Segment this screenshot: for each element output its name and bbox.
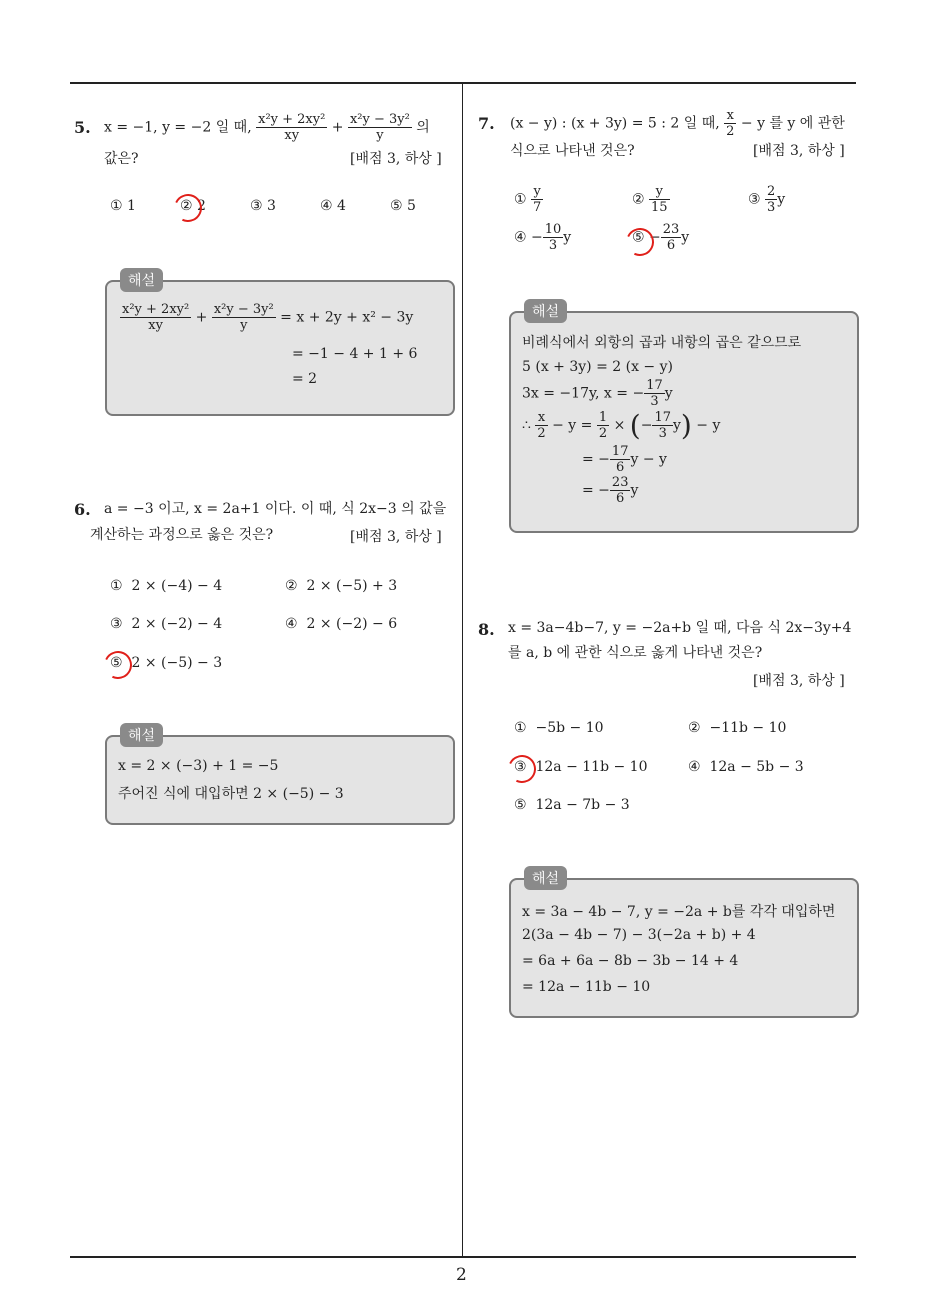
q8-choice-1[interactable]: ① −5b − 10 (514, 720, 604, 736)
q8-solution-box (509, 878, 859, 1018)
column-divider (462, 84, 463, 1258)
q7-choice-5[interactable]: ⑤ − $\frac{23}{6}$ y (632, 222, 690, 253)
q6-choice-4[interactable]: ④ 2 × (−2) − 6 (285, 616, 398, 632)
q6-choice-3[interactable]: ③ 2 × (−2) − 4 (110, 616, 223, 632)
q6-text-b: 계산하는 과정으로 옳은 것은? (90, 527, 274, 543)
q5-choice-5[interactable]: ⑤ 5 (390, 198, 416, 214)
q5-choice-4[interactable]: ④ 4 (320, 198, 346, 214)
q8-choice-5[interactable]: ⑤ 12a − 7b − 3 (514, 797, 630, 813)
q5-choice-2[interactable]: ② 2 (180, 198, 206, 214)
q8-text-a: x = 3a−4b−7, y = −2a+b 일 때, 다음 식 2x−3y+4 (508, 620, 852, 636)
q8-answer-mark (504, 751, 540, 787)
q5-solution-line-1: $\frac{\text{x²y + 2xy²}}{xy}$ + $\frac{\text{x²y − 3y²}}{y}$ = x + 2y + x² − 3y (122, 302, 414, 333)
q7-choice-4[interactable]: ④ − $\frac{10}{3}$ y (514, 222, 572, 253)
q6-solution-line-2: 주어진 식에 대입하면 2 × (−5) − 3 (118, 786, 344, 802)
q5-fraction-1: $\frac{\text{x²y + 2xy²}}{xy}$ (258, 112, 326, 143)
page-number: 2 (456, 1265, 467, 1285)
q8-solution-line-1: x = 3a − 4b − 7, y = −2a + b를 각각 대입하면 (522, 904, 836, 920)
q8-solution-line-2: 2(3a − 4b − 7) − 3(−2a + b) + 4 (522, 927, 756, 943)
top-rule (70, 82, 856, 84)
q8-text-b: 를 a, b 에 관한 식으로 옳게 나타낸 것은? (508, 645, 763, 661)
bottom-rule (70, 1256, 856, 1258)
q6-solution-tag: 해설 (120, 723, 163, 747)
q7-text-c: 식으로 나타낸 것은? (510, 143, 635, 159)
question-5-text: x = −1, y = −2 일 때, $\frac{\text{x²y + 2xy²}}{xy}$ + $\frac{\text{x²y − 3y²}}{y}$ 의 (104, 112, 430, 143)
q5-choice-3[interactable]: ③ 3 (250, 198, 276, 214)
q7-choice-1[interactable]: ① $\frac{y}{7}$ (514, 184, 542, 215)
question-7-number: 7. (478, 114, 495, 133)
q6-solution-box (105, 735, 455, 825)
q6-choice-1[interactable]: ① 2 × (−4) − 4 (110, 578, 223, 594)
q7-choice-3[interactable]: ③ $\frac{2}{3}$ y (748, 184, 786, 215)
q7-solution-line-2: 5 (x + 3y) = 2 (x − y) (522, 359, 673, 375)
q6-solution-line-1: x = 2 × (−3) + 1 = −5 (118, 758, 279, 774)
q7-score-meta: [배점 3, 하상 ] (753, 143, 845, 159)
q5-solution-line-3: = 2 (292, 371, 318, 387)
q8-score-meta: [배점 3, 하상 ] (753, 673, 845, 689)
q5-choice-1[interactable]: ① 1 (110, 198, 136, 214)
q5-text-a: x = −1, y = −2 일 때, (104, 119, 252, 136)
q6-score-meta: [배점 3, 하상 ] (350, 529, 442, 545)
q5-text-c: 값은? (104, 151, 139, 167)
q5-solution-tag: 해설 (120, 268, 163, 292)
q7-solution-tag: 해설 (524, 299, 567, 323)
q5-solution-line-2: = −1 − 4 + 1 + 6 (292, 346, 418, 362)
question-6-number: 6. (74, 500, 91, 519)
q7-solution-line-1: 비례식에서 외항의 곱과 내항의 곱은 같으므로 (522, 335, 802, 351)
question-7-text: (x − y) : (x + 3y) = 5 : 2 일 때, $\frac{x}{2}$ − y 를 y 에 관한 (510, 108, 845, 139)
q7-fraction: $\frac{x}{2}$ (726, 108, 735, 139)
question-8-number: 8. (478, 620, 495, 639)
q7-choice-2[interactable]: ② $\frac{y}{15}$ (632, 184, 668, 215)
q7-solution-line-4: ∴ $\frac{x}{2}$ − y = $\frac{1}{2}$ × (− $\frac{17}{3}$ y) − y (522, 408, 721, 442)
q7-solution-line-3: 3x = −17y, x = − $\frac{17}{3}$ y (522, 378, 673, 409)
q8-choice-4[interactable]: ④ 12a − 5b − 3 (688, 759, 804, 775)
q8-solution-line-3: = 6a + 6a − 8b − 3b − 14 + 4 (522, 953, 739, 969)
q8-choice-3[interactable]: ③ 12a − 11b − 10 (514, 759, 648, 775)
q6-text-a: a = −3 이고, x = 2a+1 이다. 이 때, 식 2x−3 의 값을 (104, 501, 447, 517)
q8-solution-tag: 해설 (524, 866, 567, 890)
q5-score-meta: [배점 3, 하상 ] (350, 151, 442, 167)
q5-answer-mark (170, 190, 206, 226)
q7-solution-line-5: = − $\frac{17}{6}$ y − y (582, 444, 667, 475)
q6-choice-2[interactable]: ② 2 × (−5) + 3 (285, 578, 398, 594)
q8-choice-2[interactable]: ② −11b − 10 (688, 720, 787, 736)
q8-solution-line-4: = 12a − 11b − 10 (522, 979, 651, 995)
q5-fraction-2: $\frac{\text{x²y − 3y²}}{y}$ (349, 112, 410, 143)
question-5-number: 5. (74, 118, 91, 137)
q6-choice-5[interactable]: ⑤ 2 × (−5) − 3 (110, 655, 223, 671)
q6-answer-mark (100, 647, 136, 683)
q7-solution-line-6: = − $\frac{23}{6}$ y (582, 475, 639, 506)
